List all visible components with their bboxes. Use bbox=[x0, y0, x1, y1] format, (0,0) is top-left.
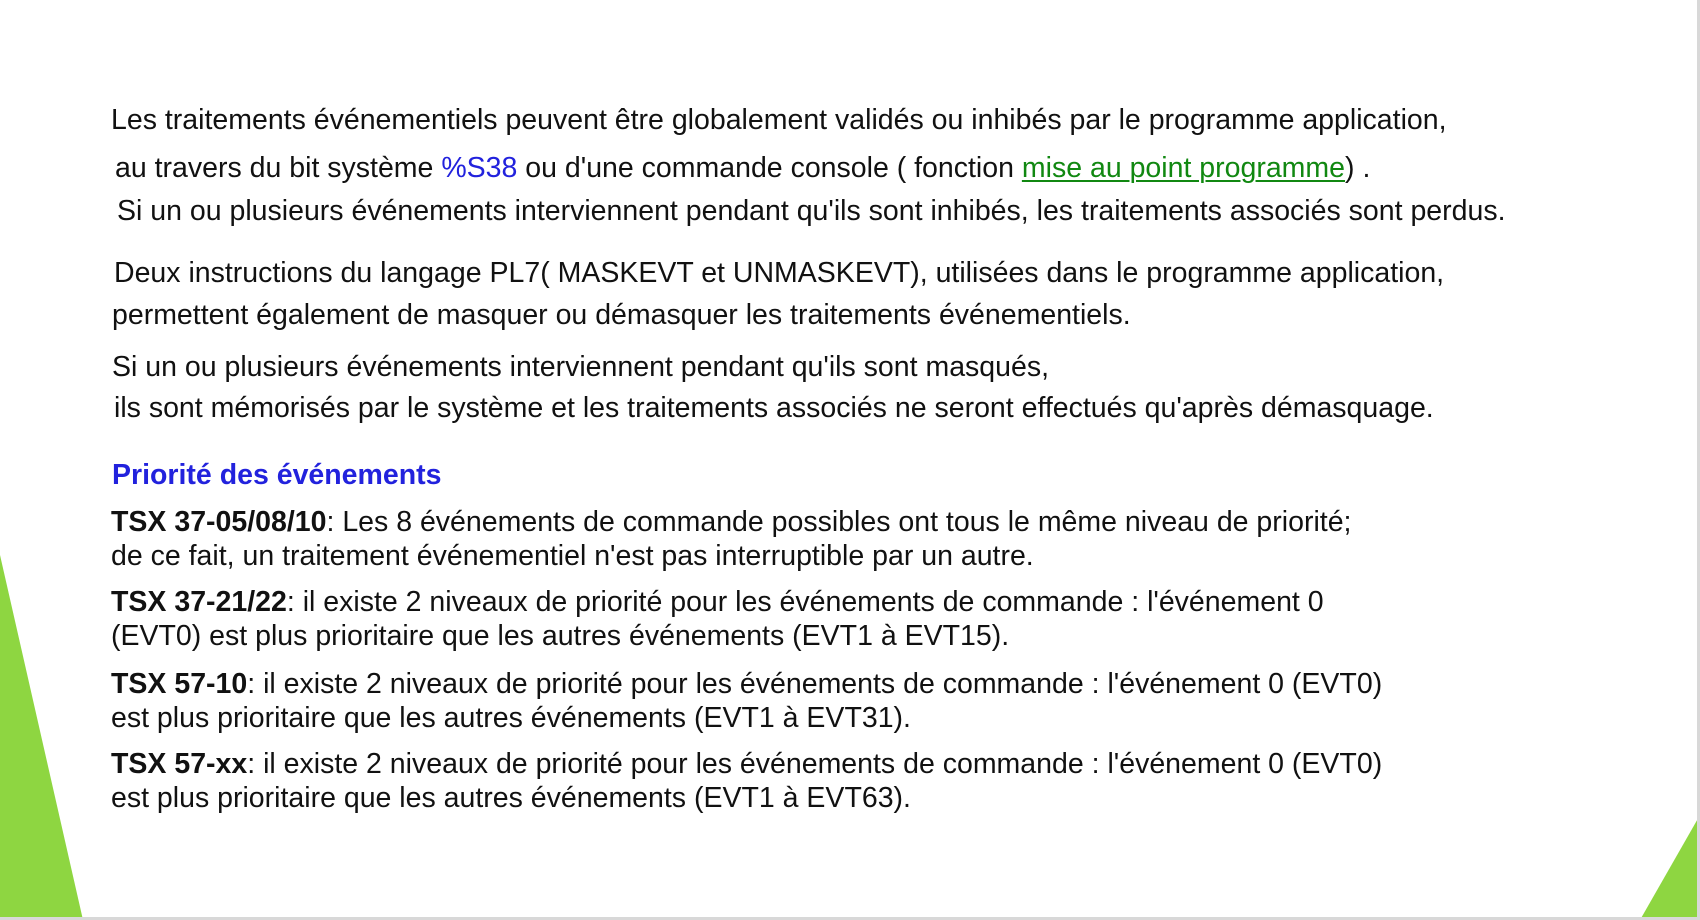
para1-line3: Si un ou plusieurs événements interviennent pendant qu'ils sont inhibés, les traitements associés sont perdus. bbox=[117, 195, 1506, 227]
left-green-triangle bbox=[0, 555, 83, 920]
priority-item-4-line1 bbox=[111, 747, 1382, 781]
priority-item-2-line1 bbox=[111, 585, 1324, 619]
priority-item-1-line2: de ce fait, un traitement événementiel n'est pas interruptible par un autre. bbox=[111, 540, 1034, 572]
para1-line2 bbox=[115, 151, 1370, 185]
para1-line2-text-b: ou d'une commande console ( fonction bbox=[517, 152, 1022, 184]
priority-item-2-line2: (EVT0) est plus prioritaire que les autres événements (EVT1 à EVT15). bbox=[111, 620, 1010, 652]
para3-line2: ils sont mémorisés par le système et les traitements associés ne seront effectués qu'après démasquage. bbox=[114, 392, 1434, 424]
para2-line2: permettent également de masquer ou démasquer les traitements événementiels. bbox=[112, 299, 1131, 331]
para2-line1: Deux instructions du langage PL7( MASKEVT et UNMASKEVT), utilisées dans le programme application, bbox=[114, 257, 1445, 289]
priority-item-2-text: : il existe 2 niveaux de priorité pour les événements de commande : l'événement 0 bbox=[286, 586, 1324, 618]
priority-item-1-model: TSX 37-05/08/10 bbox=[111, 506, 327, 538]
priority-item-2-model: TSX 37-21/22 bbox=[111, 586, 287, 618]
priority-item-4-line2: est plus prioritaire que les autres événements (EVT1 à EVT63). bbox=[111, 782, 911, 814]
system-bit-s38: %S38 bbox=[441, 152, 518, 184]
priority-heading: Priorité des événements bbox=[112, 459, 442, 491]
priority-item-4-text: : il existe 2 niveaux de priorité pour les événements de commande : l'événement 0 (EVT0) bbox=[247, 748, 1383, 780]
priority-item-3-line2: est plus prioritaire que les autres événements (EVT1 à EVT31). bbox=[111, 702, 911, 734]
priority-item-3-text: : il existe 2 niveaux de priorité pour les événements de commande : l'événement 0 (EVT0) bbox=[247, 668, 1383, 700]
priority-item-4-model: TSX 57-xx bbox=[111, 748, 248, 780]
right-green-triangle bbox=[1640, 815, 1700, 920]
para1-line2-text-c: ) . bbox=[1345, 152, 1371, 184]
priority-item-3-model: TSX 57-10 bbox=[111, 668, 248, 700]
priority-item-1-text: : Les 8 événements de commande possibles ont tous le même niveau de priorité; bbox=[326, 506, 1352, 538]
priority-item-3-line1 bbox=[111, 667, 1382, 701]
para3-line1: Si un ou plusieurs événements interviennent pendant qu'ils sont masqués, bbox=[112, 351, 1050, 383]
priority-item-1-line1 bbox=[111, 505, 1351, 539]
para1-line2-text-a: au travers du bit système bbox=[115, 152, 442, 184]
para1-line1: Les traitements événementiels peuvent être globalement validés ou inhibés par le programme application, bbox=[111, 104, 1447, 136]
mise-au-point-programme-link[interactable]: mise au point programme bbox=[1021, 152, 1346, 184]
